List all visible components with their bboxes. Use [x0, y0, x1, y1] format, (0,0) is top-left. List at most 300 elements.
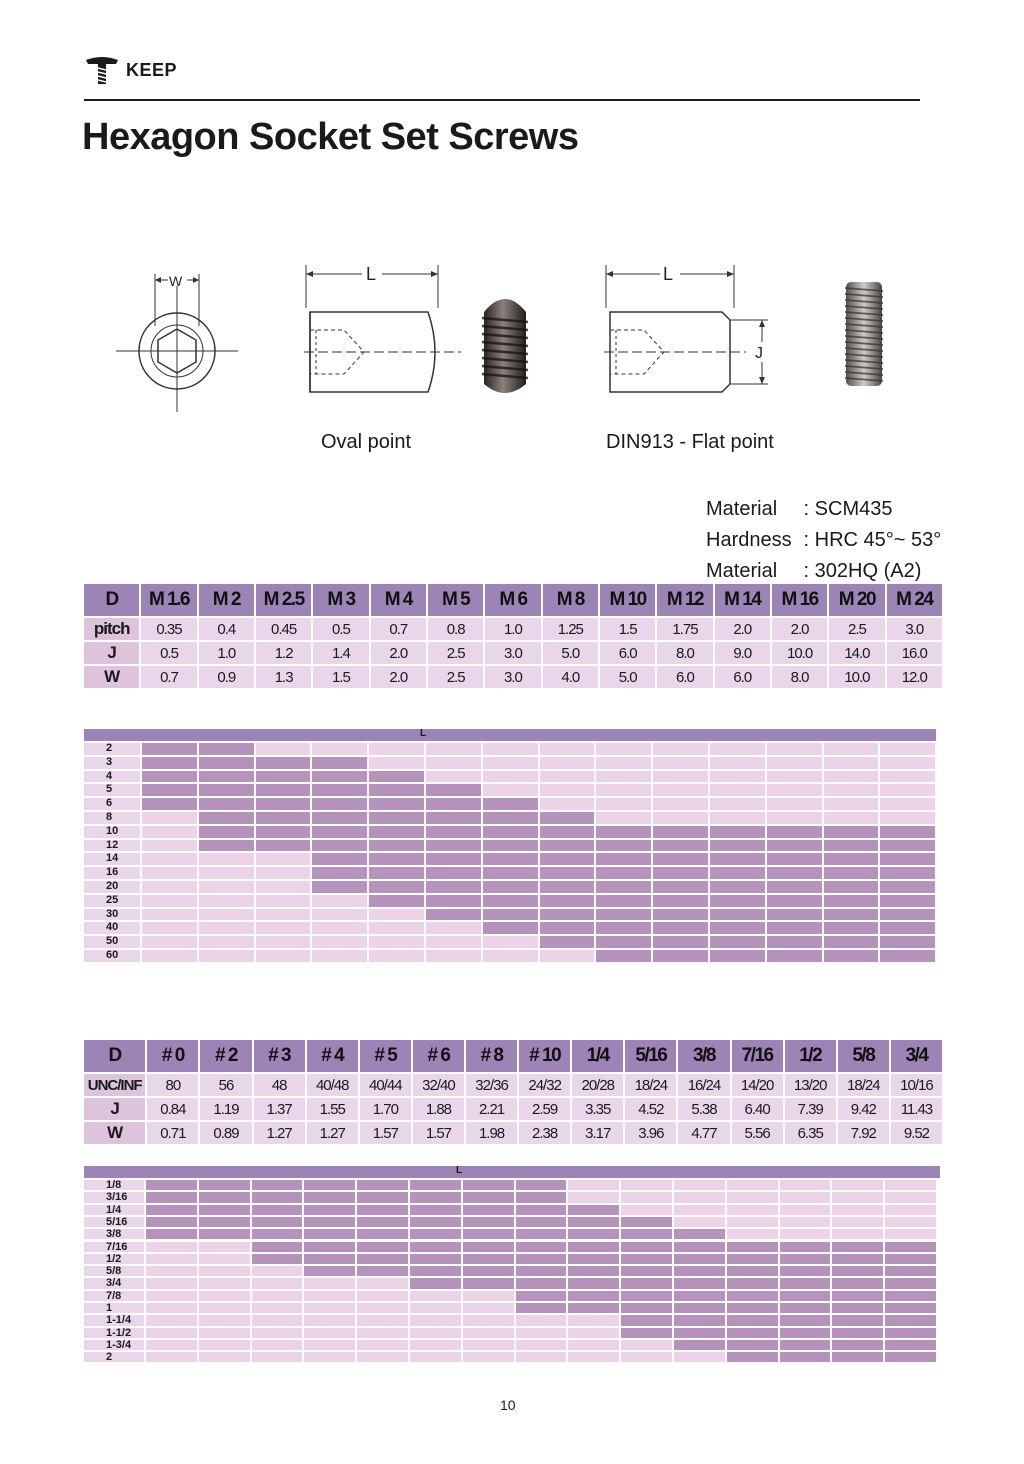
length-unavailable-cell [596, 757, 651, 769]
table-cell: 7.92 [838, 1120, 889, 1144]
length-available-cell [540, 909, 595, 921]
length-available-cell [767, 881, 822, 893]
length-available-cell [885, 1291, 936, 1301]
length-available-cell [727, 1254, 778, 1264]
length-available-cell [357, 1192, 408, 1202]
length-row-label: 1/2 [84, 1254, 144, 1264]
length-unavailable-cell [483, 757, 538, 769]
table-cell: 1.0 [199, 640, 254, 664]
table-cell: 9.0 [715, 640, 770, 664]
length-available-cell [540, 895, 595, 907]
table-cell: 13/20 [785, 1072, 836, 1096]
socket-end-view-diagram [110, 266, 245, 416]
length-available-cell [674, 1266, 725, 1276]
length-row-label: 40 [84, 922, 140, 934]
length-available-cell [252, 1192, 303, 1202]
length-available-cell [312, 812, 367, 824]
length-available-cell [463, 1242, 514, 1252]
length-row-label: 50 [84, 936, 140, 948]
length-unavailable-cell [199, 1328, 250, 1338]
length-available-cell [568, 1278, 619, 1288]
metric-size-header: M 4 [371, 584, 426, 616]
length-available-cell [410, 1254, 461, 1264]
length-unavailable-cell [369, 936, 424, 948]
length-available-cell [483, 812, 538, 824]
length-available-cell [621, 1229, 672, 1239]
inch-size-header: # 0 [147, 1040, 198, 1072]
table-cell: 9.52 [891, 1120, 942, 1144]
table-cell: 12.0 [887, 664, 942, 688]
length-unavailable-cell [304, 1328, 355, 1338]
length-available-cell [710, 895, 765, 907]
length-unavailable-cell [710, 812, 765, 824]
length-row-label: 7/16 [84, 1242, 144, 1252]
spec-key: Material [706, 498, 778, 520]
length-available-cell [483, 895, 538, 907]
flat-length-label: L [663, 264, 674, 284]
length-unavailable-cell [568, 1328, 619, 1338]
row-label: UNC/INF [84, 1072, 145, 1096]
length-unavailable-cell [727, 1192, 778, 1202]
length-unavailable-cell [767, 757, 822, 769]
length-unavailable-cell [674, 1192, 725, 1202]
inch-w-row [84, 1120, 942, 1144]
spec-value: 302HQ (A2) [814, 560, 922, 582]
length-available-cell [252, 1254, 303, 1264]
table-cell: 56 [200, 1072, 251, 1096]
table-cell: 10.0 [829, 664, 884, 688]
length-available-cell [596, 867, 651, 879]
table-cell: 10/16 [891, 1072, 942, 1096]
length-available-cell [199, 1192, 250, 1202]
length-unavailable-cell [410, 1328, 461, 1338]
length-unavailable-cell [568, 1315, 619, 1325]
table-cell: 2.0 [715, 616, 770, 640]
length-available-cell [621, 1303, 672, 1313]
table-cell: 8.0 [657, 640, 712, 664]
table-cell: 3.0 [485, 664, 540, 688]
length-available-cell [252, 1229, 303, 1239]
length-available-cell [146, 1180, 197, 1190]
length-unavailable-cell [252, 1291, 303, 1301]
table-cell: 24/32 [519, 1072, 570, 1096]
spec-value: SCM435 [814, 498, 893, 520]
length-row-label: 8 [84, 812, 140, 824]
metric-size-header: M 3 [313, 584, 368, 616]
length-available-cell [410, 1278, 461, 1288]
length-unavailable-cell [199, 881, 254, 893]
table-cell: 0.9 [199, 664, 254, 688]
inch-thread-row [84, 1072, 942, 1096]
table-cell: 0.5 [313, 616, 368, 640]
length-available-cell [727, 1315, 778, 1325]
length-available-cell [312, 840, 367, 852]
length-available-cell [653, 840, 708, 852]
length-available-cell [596, 909, 651, 921]
length-available-cell [540, 840, 595, 852]
length-unavailable-cell [256, 853, 311, 865]
length-available-cell [304, 1229, 355, 1239]
length-available-cell [410, 1229, 461, 1239]
length-available-cell [256, 757, 311, 769]
length-unavailable-cell [410, 1291, 461, 1301]
length-available-cell [312, 798, 367, 810]
length-unavailable-cell [540, 784, 595, 796]
length-available-cell [621, 1242, 672, 1252]
length-available-cell [674, 1291, 725, 1301]
length-unavailable-cell [710, 771, 765, 783]
length-available-cell [653, 826, 708, 838]
spec-sep: : [798, 560, 815, 582]
length-available-cell [312, 784, 367, 796]
length-unavailable-cell [767, 812, 822, 824]
length-unavailable-cell [146, 1266, 197, 1276]
length-row-label: 14 [84, 853, 140, 865]
length-available-cell [596, 895, 651, 907]
table-cell: 32/36 [466, 1072, 517, 1096]
metric-size-header: M 1.6 [141, 584, 196, 616]
length-available-cell [824, 840, 879, 852]
length-available-cell [369, 853, 424, 865]
length-available-cell [369, 784, 424, 796]
length-available-cell [780, 1340, 831, 1350]
row-label: W [84, 664, 139, 688]
spec-row [706, 525, 941, 556]
inch-size-header: 3/4 [891, 1040, 942, 1072]
inch-spec-table [82, 1040, 944, 1144]
table-cell: 2.5 [428, 664, 483, 688]
table-cell: 2.38 [519, 1120, 570, 1144]
length-unavailable-cell [832, 1217, 883, 1227]
length-unavailable-cell [540, 757, 595, 769]
metric-size-header: M 16 [772, 584, 827, 616]
length-available-cell [832, 1340, 883, 1350]
length-available-cell [199, 840, 254, 852]
length-available-cell [369, 895, 424, 907]
length-available-cell [653, 909, 708, 921]
length-available-cell [710, 950, 765, 962]
length-available-cell [727, 1242, 778, 1252]
table-cell: 6.40 [732, 1096, 783, 1120]
table-cell: 1.19 [200, 1096, 251, 1120]
length-unavailable-cell [256, 881, 311, 893]
length-available-cell [885, 1242, 936, 1252]
flat-point-screw-photo [840, 278, 888, 388]
length-unavailable-cell [252, 1340, 303, 1350]
length-unavailable-cell [146, 1340, 197, 1350]
length-available-cell [516, 1242, 567, 1252]
oval-point-diagram [296, 260, 466, 400]
length-available-cell [568, 1266, 619, 1276]
table-cell: 1.25 [543, 616, 598, 640]
length-unavailable-cell [142, 909, 197, 921]
length-available-cell [199, 771, 254, 783]
length-row-label: 1-1/2 [84, 1328, 144, 1338]
table-cell: 10.0 [772, 640, 827, 664]
length-row-label: 4 [84, 771, 140, 783]
length-available-cell [824, 881, 879, 893]
metric-size-header: M 2.5 [256, 584, 311, 616]
inch-size-header: 1/2 [785, 1040, 836, 1072]
length-available-cell [832, 1303, 883, 1313]
length-available-cell [710, 853, 765, 865]
length-available-cell [832, 1266, 883, 1276]
metric-size-header: M 6 [485, 584, 540, 616]
length-available-cell [410, 1205, 461, 1215]
length-available-cell [304, 1180, 355, 1190]
length-available-cell [304, 1205, 355, 1215]
length-available-cell [540, 853, 595, 865]
length-unavailable-cell [312, 950, 367, 962]
length-available-cell [596, 936, 651, 948]
length-available-cell [426, 826, 481, 838]
length-available-cell [824, 950, 879, 962]
length-available-cell [621, 1328, 672, 1338]
length-row-label: 60 [84, 950, 140, 962]
length-available-cell [252, 1205, 303, 1215]
length-unavailable-cell [621, 1340, 672, 1350]
length-unavailable-cell [199, 936, 254, 948]
screw-logo-icon [84, 56, 120, 86]
length-unavailable-cell [596, 771, 651, 783]
table-cell: 0.5 [141, 640, 196, 664]
length-available-cell [410, 1242, 461, 1252]
length-available-cell [304, 1192, 355, 1202]
length-available-cell [304, 1217, 355, 1227]
length-available-cell [596, 840, 651, 852]
length-available-cell [832, 1278, 883, 1288]
length-available-cell [780, 1254, 831, 1264]
length-available-cell [312, 881, 367, 893]
length-unavailable-cell [568, 1180, 619, 1190]
socket-width-label: W [169, 273, 183, 289]
length-unavailable-cell [596, 812, 651, 824]
length-unavailable-cell [885, 1217, 936, 1227]
length-unavailable-cell [885, 1229, 936, 1239]
length-available-cell [199, 1229, 250, 1239]
length-unavailable-cell [426, 936, 481, 948]
length-available-cell [653, 922, 708, 934]
length-unavailable-cell [824, 757, 879, 769]
length-available-cell [767, 936, 822, 948]
length-unavailable-cell [304, 1340, 355, 1350]
metric-size-header: M 14 [715, 584, 770, 616]
length-row-label: 5 [84, 784, 140, 796]
table-cell: 5.38 [678, 1096, 729, 1120]
table-cell: 1.55 [307, 1096, 358, 1120]
length-available-cell [710, 840, 765, 852]
length-header-bar [84, 729, 936, 741]
length-available-cell [568, 1205, 619, 1215]
length-unavailable-cell [410, 1340, 461, 1350]
metric-w-row [84, 664, 942, 688]
length-available-cell [880, 840, 935, 852]
length-unavailable-cell [426, 743, 481, 755]
table-cell: 14.0 [829, 640, 884, 664]
table-cell: 1.98 [466, 1120, 517, 1144]
length-unavailable-cell [199, 1315, 250, 1325]
length-unavailable-cell [357, 1315, 408, 1325]
length-unavailable-cell [252, 1266, 303, 1276]
length-unavailable-cell [780, 1217, 831, 1227]
length-unavailable-cell [710, 798, 765, 810]
length-available-cell [710, 922, 765, 934]
table-cell: 4.77 [678, 1120, 729, 1144]
length-unavailable-cell [146, 1278, 197, 1288]
length-available-cell [885, 1254, 936, 1264]
metric-d-header: D [84, 584, 139, 616]
length-unavailable-cell [426, 757, 481, 769]
length-unavailable-cell [199, 1291, 250, 1301]
length-unavailable-cell [653, 757, 708, 769]
length-row-label: 5/8 [84, 1266, 144, 1276]
length-available-cell [312, 757, 367, 769]
length-available-cell [304, 1254, 355, 1264]
length-available-cell [674, 1242, 725, 1252]
table-cell: 4.0 [543, 664, 598, 688]
length-unavailable-cell [880, 757, 935, 769]
length-unavailable-cell [674, 1217, 725, 1227]
length-available-cell [885, 1340, 936, 1350]
length-unavailable-cell [199, 1340, 250, 1350]
inch-size-header: # 4 [307, 1040, 358, 1072]
length-unavailable-cell [199, 1303, 250, 1313]
length-row-label: 2 [84, 1352, 144, 1362]
length-available-cell [199, 743, 254, 755]
length-available-cell [880, 881, 935, 893]
table-cell: 16.0 [887, 640, 942, 664]
length-row-label: 3/16 [84, 1192, 144, 1202]
length-unavailable-cell [199, 922, 254, 934]
length-available-cell [410, 1192, 461, 1202]
table-cell: 3.35 [572, 1096, 623, 1120]
length-available-cell [727, 1328, 778, 1338]
length-available-cell [880, 922, 935, 934]
length-available-cell [674, 1303, 725, 1313]
brand-name: KEEP [126, 60, 178, 80]
table-cell: 1.0 [485, 616, 540, 640]
length-available-cell [885, 1266, 936, 1276]
length-unavailable-cell [146, 1291, 197, 1301]
length-available-cell [146, 1192, 197, 1202]
length-available-cell [426, 798, 481, 810]
table-cell: 3.0 [887, 616, 942, 640]
length-available-cell [369, 867, 424, 879]
metric-pitch-row [84, 616, 942, 640]
length-unavailable-cell [780, 1229, 831, 1239]
length-available-cell [463, 1192, 514, 1202]
length-available-cell [463, 1254, 514, 1264]
length-row-label: 20 [84, 881, 140, 893]
length-available-cell [568, 1229, 619, 1239]
length-available-cell [674, 1229, 725, 1239]
length-available-cell [252, 1242, 303, 1252]
length-available-cell [621, 1266, 672, 1276]
length-unavailable-cell [463, 1315, 514, 1325]
length-available-cell [767, 853, 822, 865]
length-available-cell [369, 826, 424, 838]
length-available-cell [596, 950, 651, 962]
length-available-cell [426, 881, 481, 893]
table-cell: 1.5 [313, 664, 368, 688]
length-available-cell [516, 1217, 567, 1227]
length-available-cell [146, 1217, 197, 1227]
length-available-cell [256, 826, 311, 838]
metric-length-grid [84, 729, 936, 963]
length-available-cell [142, 743, 197, 755]
length-available-cell [146, 1205, 197, 1215]
length-available-cell [540, 936, 595, 948]
length-unavailable-cell [312, 743, 367, 755]
length-unavailable-cell [674, 1352, 725, 1362]
length-unavailable-cell [369, 909, 424, 921]
length-row-label: 6 [84, 798, 140, 810]
length-unavailable-cell [621, 1352, 672, 1362]
row-label: J [84, 1096, 145, 1120]
length-available-cell [832, 1328, 883, 1338]
length-unavailable-cell [653, 784, 708, 796]
inch-j-row [84, 1096, 942, 1120]
table-cell: 0.71 [147, 1120, 198, 1144]
length-unavailable-cell [426, 922, 481, 934]
length-unavailable-cell [621, 1192, 672, 1202]
length-available-cell [824, 909, 879, 921]
table-cell: 3.96 [625, 1120, 676, 1144]
metric-size-header: M 2 [199, 584, 254, 616]
length-available-cell [540, 881, 595, 893]
length-available-cell [780, 1303, 831, 1313]
length-available-cell [426, 840, 481, 852]
inch-size-header: 5/16 [625, 1040, 676, 1072]
length-unavailable-cell [832, 1229, 883, 1239]
length-unavailable-cell [596, 784, 651, 796]
length-unavailable-cell [357, 1340, 408, 1350]
table-cell: 3.0 [485, 640, 540, 664]
metric-size-header: M 10 [600, 584, 655, 616]
length-row-label: 1-1/4 [84, 1315, 144, 1325]
length-unavailable-cell [824, 743, 879, 755]
length-unavailable-cell [312, 936, 367, 948]
length-unavailable-cell [312, 895, 367, 907]
table-cell: 5.56 [732, 1120, 783, 1144]
table-cell: 32/40 [413, 1072, 464, 1096]
length-available-cell [653, 881, 708, 893]
length-available-cell [780, 1278, 831, 1288]
length-available-cell [426, 784, 481, 796]
length-unavailable-cell [463, 1303, 514, 1313]
row-label: W [84, 1120, 145, 1144]
table-cell: 0.8 [428, 616, 483, 640]
length-row-label: 10 [84, 826, 140, 838]
length-unavailable-cell [710, 757, 765, 769]
length-available-cell [880, 853, 935, 865]
length-unavailable-cell [463, 1328, 514, 1338]
length-unavailable-cell [199, 1278, 250, 1288]
table-cell: 1.88 [413, 1096, 464, 1120]
length-available-cell [767, 826, 822, 838]
length-unavailable-cell [199, 867, 254, 879]
length-unavailable-cell [199, 1254, 250, 1264]
length-available-cell [824, 826, 879, 838]
length-available-cell [727, 1303, 778, 1313]
table-cell: 0.7 [141, 664, 196, 688]
oval-length-label: L [366, 264, 377, 284]
length-unavailable-cell [540, 798, 595, 810]
length-unavailable-cell [426, 950, 481, 962]
length-unavailable-cell [483, 936, 538, 948]
length-available-cell [357, 1229, 408, 1239]
table-cell: 2.0 [371, 640, 426, 664]
